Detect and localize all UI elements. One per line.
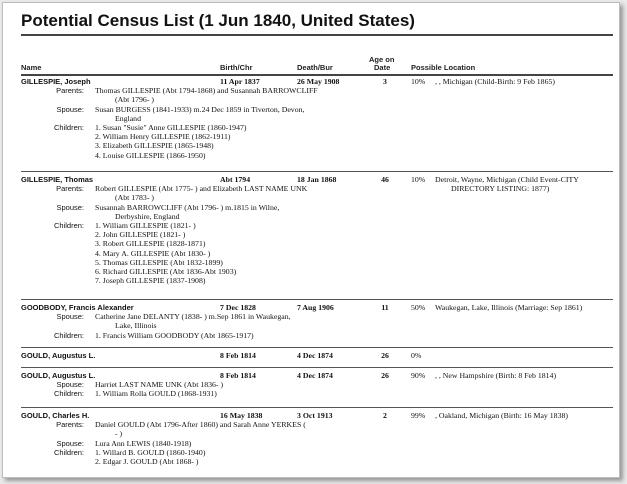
- match-percent: 99%: [411, 411, 426, 420]
- detail-label: Spouse:: [56, 104, 84, 114]
- birth-date: 8 Feb 1814: [220, 351, 256, 360]
- detail-line: [21, 105, 613, 114]
- header-death: Death/Bur: [297, 63, 333, 72]
- person-name: GILLESPIE, Joseph: [21, 77, 91, 86]
- detail-text: 4. Mary A. GILLESPIE (Abt 1830- ): [95, 248, 211, 258]
- death-date: 3 Oct 1913: [297, 411, 333, 420]
- detail-label: Parents:: [56, 420, 84, 430]
- possible-location: , Oakland, Michigan (Birth: 16 May 1838): [435, 411, 568, 420]
- header-name: Name: [21, 63, 42, 72]
- record-separator: [21, 407, 613, 408]
- detail-label: Children:: [53, 389, 84, 399]
- detail-text: Lura Ann LEWIS (1840-1918): [95, 438, 192, 448]
- detail-label: Spouse:: [56, 312, 84, 322]
- detail-text: 1. William Rolla GOULD (1868-1931): [95, 389, 217, 399]
- header-age-line2: Date: [374, 63, 391, 72]
- location-line: [21, 303, 613, 312]
- person-name: GOULD, Augustus L.: [21, 371, 96, 380]
- detail-line: [21, 239, 613, 248]
- match-percent: 90%: [411, 371, 426, 380]
- person-name: GOULD, Charles H.: [21, 411, 90, 420]
- detail-text: 2. Edgar J. GOULD (Abt 1868- ): [95, 457, 199, 466]
- death-date: 26 May 1908: [297, 77, 340, 86]
- match-percent: 0%: [411, 351, 422, 360]
- detail-text: 1. Willard B. GOULD (1860-1940): [95, 447, 206, 457]
- detail-text: 3. Elizabeth GILLESPIE (1865-1948): [95, 141, 214, 151]
- detail-text: 1. Francis William GOODBODY (Abt 1865-1917): [95, 330, 254, 340]
- record-separator: [21, 299, 613, 300]
- detail-text: 3. Robert GILLESPIE (1828-1871): [95, 239, 206, 249]
- birth-date: 11 Apr 1837: [220, 77, 260, 86]
- detail-text: Catherine Jane DELANTY (1838- ) m.Sep 1861 in Waukegan,: [95, 312, 291, 322]
- detail-text: Derbyshire, England: [115, 211, 180, 221]
- detail-label: Children:: [53, 330, 84, 340]
- detail-line: [21, 258, 613, 267]
- detail-text: 5. Thomas GILLESPIE (Abt 1832-1899): [95, 257, 223, 267]
- possible-location: DIRECTORY LISTING: 1877): [451, 184, 550, 194]
- header-birth: Birth/Chr: [220, 63, 253, 72]
- detail-line: [21, 230, 613, 239]
- detail-label: Spouse:: [56, 380, 84, 390]
- detail-text: Daniel GOULD (Abt 1796-After 1860) and Sarah Anne YERKES (: [95, 420, 306, 430]
- detail-text: 7. Joseph GILLESPIE (1837-1908): [95, 276, 206, 286]
- detail-line: [21, 331, 613, 340]
- report-title: Potential Census List (1 Jun 1840, United States): [21, 11, 415, 30]
- death-date: 7 Aug 1906: [297, 303, 334, 312]
- detail-text: 6. Richard GILLESPIE (Abt 1836-Abt 1903): [95, 267, 237, 276]
- detail-text: 4. Louise GILLESPIE (1866-1950): [95, 150, 206, 160]
- title-rule: [21, 34, 613, 36]
- age-on-date: 26: [381, 371, 389, 380]
- record-separator: [21, 347, 613, 348]
- header-age-line1: Age on: [369, 55, 395, 64]
- death-date: 18 Jan 1868: [297, 175, 337, 184]
- detail-text: 2. William Henry GILLESPIE (1862-1911): [95, 132, 231, 142]
- detail-line: [21, 123, 613, 132]
- detail-line: [21, 86, 613, 95]
- person-name: GOULD, Augustus L.: [21, 351, 96, 360]
- detail-line: [21, 429, 613, 438]
- detail-text: Lake, Illinois: [115, 321, 157, 331]
- detail-line: [21, 439, 613, 448]
- location-line: [21, 411, 613, 420]
- detail-text: Susan BURGESS (1841-1933) m.24 Dec 1859 in Tiverton, Devon,: [95, 104, 305, 114]
- possible-location: Waukegan, Lake, Illinois (Marriage: Sep 1861): [435, 303, 583, 312]
- detail-line: [21, 95, 613, 104]
- person-name: GILLESPIE, Thomas: [21, 175, 94, 184]
- birth-date: 7 Dec 1828: [220, 303, 256, 312]
- age-on-date: 46: [381, 175, 389, 184]
- detail-text: (Abt 1783- ): [115, 193, 154, 203]
- detail-text: 1. William GILLESPIE (1821- ): [95, 221, 196, 230]
- match-percent: 10%: [411, 77, 426, 86]
- detail-line: [21, 389, 613, 398]
- detail-text: Robert GILLESPIE (Abt 1775- ) and Elizabeth LAST NAME UNK: [95, 184, 308, 194]
- detail-text: Thomas GILLESPIE (Abt 1794-1868) and Susannah BARROWCLIFF: [95, 86, 318, 96]
- detail-label: Parents:: [56, 86, 84, 96]
- detail-line: [21, 321, 613, 330]
- birth-date: 8 Feb 1814: [220, 371, 256, 380]
- possible-location: , , New Hampshire (Birth: 8 Feb 1814): [435, 371, 557, 380]
- detail-line: [21, 380, 613, 389]
- record-separator: [21, 171, 613, 172]
- detail-text: 1. Susan "Susie" Anne GILLESPIE (1860-1947): [95, 123, 247, 132]
- detail-label: Children:: [53, 447, 84, 457]
- detail-line: [21, 151, 613, 160]
- detail-text: England: [115, 113, 141, 123]
- census-report-page: [2, 2, 620, 478]
- header-rule: [21, 74, 613, 76]
- person-name: GOODBODY, Francis Alexander: [21, 303, 134, 312]
- birth-date: 16 May 1838: [220, 411, 263, 420]
- detail-line: [21, 267, 613, 276]
- match-percent: 10%: [411, 175, 426, 184]
- detail-line: [21, 184, 613, 193]
- detail-text: Harriet LAST NAME UNK (Abt 1836- ): [95, 380, 224, 390]
- detail-line: [21, 114, 613, 123]
- age-on-date: 3: [383, 77, 387, 86]
- header-location: Possible Location: [411, 63, 476, 72]
- detail-label: Spouse:: [56, 438, 84, 448]
- detail-line: [21, 448, 613, 457]
- age-on-date: 26: [381, 351, 389, 360]
- detail-line: [21, 141, 613, 150]
- detail-line: [21, 457, 613, 466]
- location-line: [21, 351, 613, 360]
- location-line: [21, 175, 613, 184]
- detail-line: [21, 276, 613, 285]
- match-percent: 50%: [411, 303, 426, 312]
- detail-line: [21, 212, 613, 221]
- detail-label: Spouse:: [56, 202, 84, 212]
- death-date: 4 Dec 1874: [297, 371, 333, 380]
- possible-location: , , Michigan (Child-Birth: 9 Feb 1865): [435, 77, 555, 86]
- detail-line: [21, 221, 613, 230]
- detail-line: [21, 249, 613, 258]
- age-on-date: 11: [381, 303, 389, 312]
- detail-text: Susannah BARROWCLIFF (Abt 1796- ) m.1815 in Wilne,: [95, 202, 280, 212]
- detail-text: - ): [115, 429, 123, 439]
- detail-line: [21, 193, 613, 202]
- detail-line: [21, 132, 613, 141]
- age-on-date: 2: [383, 411, 387, 420]
- detail-label: Children:: [53, 221, 84, 230]
- detail-text: (Abt 1796- ): [115, 95, 154, 105]
- detail-label: Children:: [53, 123, 84, 132]
- detail-line: [21, 420, 613, 429]
- detail-label: Parents:: [56, 184, 84, 194]
- location-line: [21, 371, 613, 380]
- location-line: [21, 77, 613, 86]
- death-date: 4 Dec 1874: [297, 351, 333, 360]
- record-separator: [21, 367, 613, 368]
- possible-location: Detroit, Wayne, Michigan (Child Event-CITY: [435, 175, 579, 184]
- detail-line: [21, 312, 613, 321]
- birth-date: Abt 1794: [220, 175, 251, 184]
- detail-text: 2. John GILLESPIE (1821- ): [95, 230, 186, 240]
- detail-line: [21, 203, 613, 212]
